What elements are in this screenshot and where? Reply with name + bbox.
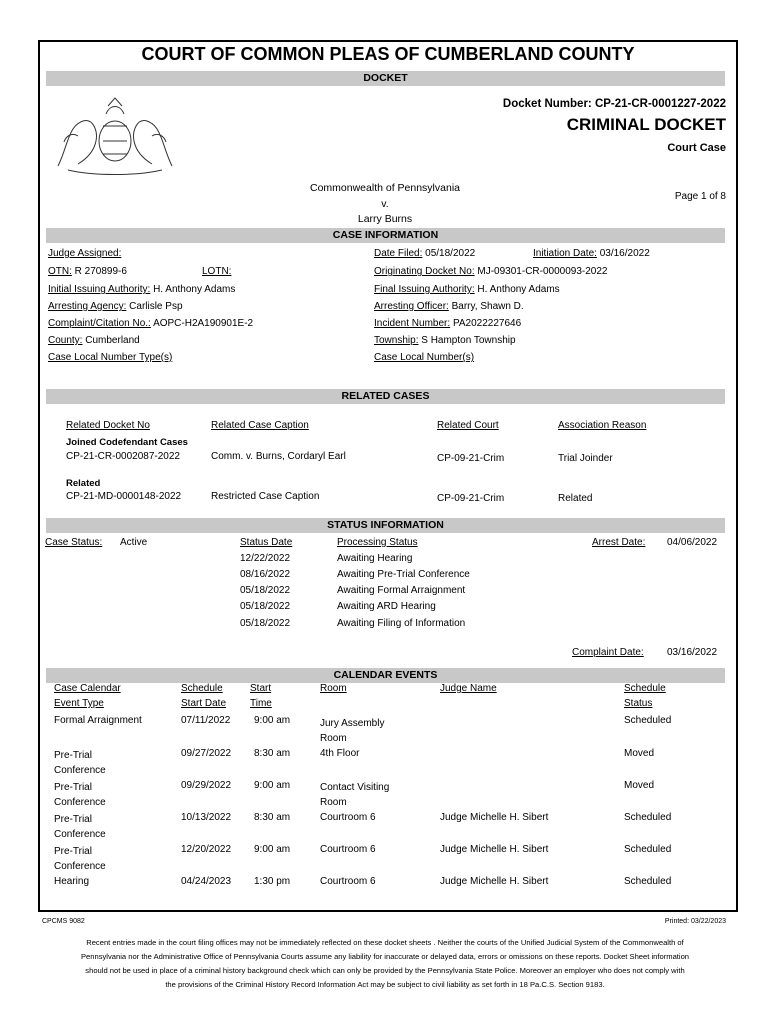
case-kind: Court Case <box>667 142 726 154</box>
cal-status: Scheduled <box>624 715 672 726</box>
pennsylvania-seal-icon <box>48 96 182 176</box>
county: County: Cumberland <box>48 335 140 346</box>
otn: OTN: R 270899-6 <box>48 266 127 277</box>
cal-room: Contact Visiting <box>320 782 390 793</box>
case-local-number-label: Case Local Number(s) <box>374 352 475 363</box>
docket-bar: DOCKET <box>46 71 725 86</box>
cal-start-date: 04/24/2023 <box>181 876 232 887</box>
processing-status: Awaiting Hearing <box>337 553 413 564</box>
case-info-bar: CASE INFORMATION <box>46 228 725 243</box>
complaint-date-label: Complaint Date: <box>572 647 644 658</box>
final-issuing-authority: Final Issuing Authority: H. Anthony Adams <box>374 284 560 295</box>
cal-event-type-cont: Conference <box>54 829 106 840</box>
related-caption-header: Related Case Caption <box>211 420 309 431</box>
cal-start-time: 9:00 am <box>254 844 291 855</box>
cal-status: Scheduled <box>624 812 672 823</box>
related-court-header: Related Court <box>437 420 499 431</box>
cal-room: Courtroom 6 <box>320 812 376 823</box>
disclaimer-notice: Recent entries made in the court filing offices may not be immediately reflected on these docket sheets . Neither the courts of the Unified Judicial System of the Commonwealth of Pennsylvania nor the Administrative Office of Pennsylvania Courts assume any liability for inaccurate or delayed data, errors or omissions on these reports. Docket Sheet information should not be used in place of a criminal history background check which can only be provided by the Pennsylvania State Police. Moreover an employer who does not comply with the provisions of the Criminal History Record Information Act may be subject to civil liability as set forth in 18 Pa.C.S. Section 9183. <box>80 938 690 989</box>
related-docket-header: Related Docket No <box>66 420 150 431</box>
arresting-agency: Arresting Agency: Carlisle Psp <box>48 301 183 312</box>
related-docket-1: CP-21-CR-0002087-2022 <box>66 451 180 462</box>
cal-start-time: 9:00 am <box>254 780 291 791</box>
status-date: 12/22/2022 <box>240 553 291 564</box>
related-caption-1: Comm. v. Burns, Cordaryl Earl <box>211 451 346 462</box>
case-status-label: Case Status: <box>45 537 103 548</box>
cal-room: Jury Assembly <box>320 718 385 729</box>
complaint-date-value: 03/16/2022 <box>667 647 718 658</box>
association-reason-header: Association Reason <box>558 420 647 431</box>
cal-header-sched2: Start Date <box>181 698 227 709</box>
cal-event-type: Hearing <box>54 876 90 887</box>
cal-header-status2: Status <box>624 698 653 709</box>
cal-room-cont: Room <box>320 797 347 808</box>
cal-room-cont: Room <box>320 733 347 744</box>
arrest-date-label: Arrest Date: <box>592 537 646 548</box>
cal-start-date: 09/29/2022 <box>181 780 232 791</box>
cal-judge: Judge Michelle H. Sibert <box>440 844 549 855</box>
cal-event-type: Pre-Trial <box>54 814 92 825</box>
cal-event-type-cont: Conference <box>54 797 106 808</box>
cal-room: 4th Floor <box>320 748 360 759</box>
lotn-label: LOTN: <box>202 266 232 277</box>
cal-status: Moved <box>624 780 655 791</box>
cal-status: Moved <box>624 748 655 759</box>
status-date: 08/16/2022 <box>240 569 291 580</box>
caption-line1: Commonwealth of Pennsylvania <box>310 182 460 194</box>
cal-header-start2: Time <box>250 698 272 709</box>
status-info-bar: STATUS INFORMATION <box>46 518 725 533</box>
caption-line2: v. <box>381 198 389 210</box>
related-court-1: CP-09-21-Crim <box>437 453 505 464</box>
cal-start-time: 8:30 am <box>254 812 291 823</box>
arresting-officer: Arresting Officer: Barry, Shawn D. <box>374 301 524 312</box>
status-date-header: Status Date <box>240 537 293 548</box>
case-local-number-type-label: Case Local Number Type(s) <box>48 352 173 363</box>
cal-start-date: 07/11/2022 <box>181 715 231 726</box>
cal-event-type: Formal Arraignment <box>54 715 142 726</box>
cal-judge: Judge Michelle H. Sibert <box>440 876 549 887</box>
processing-status: Awaiting Filing of Information <box>337 618 466 629</box>
caption-line3: Larry Burns <box>357 213 413 225</box>
cal-judge: Judge Michelle H. Sibert <box>440 812 549 823</box>
originating-docket: Originating Docket No: MJ-09301-CR-0000093-2022 <box>374 266 608 277</box>
docket-type: CRIMINAL DOCKET <box>566 115 726 134</box>
cal-header-judge: Judge Name <box>440 683 497 694</box>
status-date: 05/18/2022 <box>240 585 291 596</box>
cal-start-time: 8:30 am <box>254 748 291 759</box>
initiation-date: Initiation Date: 03/16/2022 <box>533 248 650 259</box>
court-title: COURT OF COMMON PLEAS OF CUMBERLAND COUNTY <box>141 44 635 64</box>
cal-header-type1: Case Calendar <box>54 683 121 694</box>
cal-event-type-cont: Conference <box>54 861 106 872</box>
cal-header-status1: Schedule <box>624 683 666 694</box>
related-court-2: CP-09-21-Crim <box>437 493 505 504</box>
judge-assigned-label: Judge Assigned: <box>48 248 122 259</box>
cal-header-sched1: Schedule <box>181 683 223 694</box>
page-number: Page 1 of 8 <box>674 191 726 202</box>
cal-header-type2: Event Type <box>54 698 104 709</box>
cal-event-type: Pre-Trial <box>54 750 92 761</box>
township: Township: S Hampton Township <box>374 335 516 346</box>
cal-header-room: Room <box>320 683 347 694</box>
cal-event-type: Pre-Trial <box>54 846 92 857</box>
processing-status-header: Processing Status <box>337 537 418 548</box>
status-date: 05/18/2022 <box>240 601 291 612</box>
docket-number: Docket Number: CP-21-CR-0001227-2022 <box>502 98 726 110</box>
status-date: 05/18/2022 <box>240 618 291 629</box>
calendar-events-bar: CALENDAR EVENTS <box>46 668 725 683</box>
cal-event-type-cont: Conference <box>54 765 106 776</box>
cal-status: Scheduled <box>624 876 672 887</box>
cal-event-type: Pre-Trial <box>54 782 92 793</box>
related-reason-2: Related <box>558 493 593 504</box>
initial-issuing-authority: Initial Issuing Authority: H. Anthony Adams <box>48 284 236 295</box>
cal-start-time: 9:00 am <box>254 715 291 726</box>
incident-number: Incident Number: PA2022227646 <box>374 318 522 329</box>
related-reason-1: Trial Joinder <box>558 453 613 464</box>
case-status-value: Active <box>120 537 148 548</box>
cal-room: Courtroom 6 <box>320 844 376 855</box>
cal-header-start1: Start <box>250 683 272 694</box>
related-docket-2: CP-21-MD-0000148-2022 <box>66 491 182 502</box>
cal-start-date: 10/13/2022 <box>181 812 232 823</box>
cal-start-date: 12/20/2022 <box>181 844 232 855</box>
arrest-date-value: 04/06/2022 <box>667 537 718 548</box>
cal-start-time: 1:30 pm <box>254 876 291 887</box>
complaint-citation: Complaint/Citation No.: AOPC-H2A190901E-2 <box>48 318 254 329</box>
cal-start-date: 09/27/2022 <box>181 748 232 759</box>
processing-status: Awaiting ARD Hearing <box>337 601 436 612</box>
printed-date: Printed: 03/22/2023 <box>664 918 726 925</box>
related-cases-bar: RELATED CASES <box>46 389 725 404</box>
processing-status: Awaiting Formal Arraignment <box>337 585 466 596</box>
related-group-related: Related <box>66 478 101 489</box>
date-filed: Date Filed: 05/18/2022 <box>374 248 476 259</box>
cal-room: Courtroom 6 <box>320 876 376 887</box>
related-group-codefendant: Joined Codefendant Cases <box>66 437 188 448</box>
processing-status: Awaiting Pre-Trial Conference <box>337 569 470 580</box>
form-id: CPCMS 9082 <box>42 918 85 925</box>
related-caption-2: Restricted Case Caption <box>211 491 320 502</box>
cal-status: Scheduled <box>624 844 672 855</box>
